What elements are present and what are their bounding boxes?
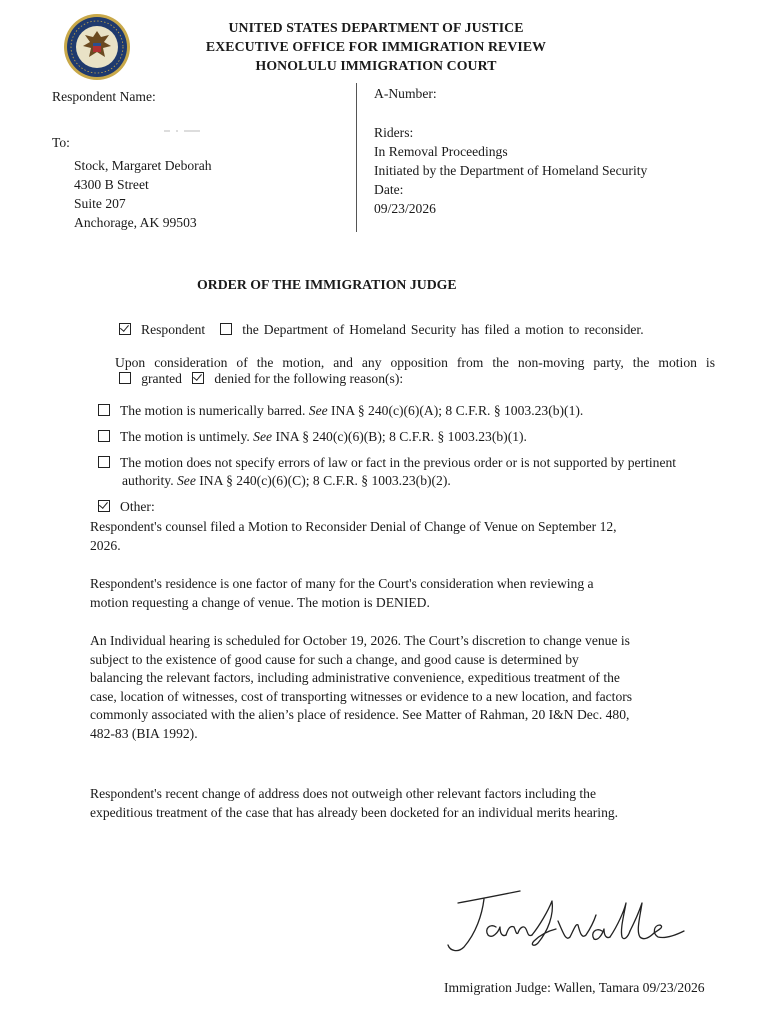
- see-signal: See: [253, 429, 273, 444]
- paragraph-line: commonly associated with the alien’s place of residence. See Matter of Rahman, 20 I&N Dec. 480,: [90, 707, 630, 722]
- reason-checkbox[interactable]: [98, 456, 110, 468]
- reason-text: The motion is untimely.: [120, 429, 250, 444]
- paragraph-line: balancing the relevant factors, including administrative convenience, expeditious treatment of the: [90, 670, 620, 685]
- reason-numerically-barred: [98, 402, 583, 421]
- respondent-checkbox[interactable]: [119, 323, 131, 335]
- dhs-checkbox[interactable]: [220, 323, 232, 335]
- reason-checkbox[interactable]: [98, 430, 110, 442]
- reason-untimely: [98, 428, 527, 447]
- denied-label: denied for the following reason(s):: [214, 371, 404, 386]
- motion-filer-line: [119, 321, 644, 340]
- reason-text-continued: authority.: [122, 473, 174, 488]
- granted-label: granted: [141, 371, 182, 386]
- column-divider: [356, 83, 357, 232]
- header-line-3: HONOLULU IMMIGRATION COURT: [255, 58, 497, 73]
- header-line-2: EXECUTIVE OFFICE FOR IMMIGRATION REVIEW: [205, 39, 547, 54]
- consideration-text: Upon consideration of the motion, and any opposition from the non-moving party, the motion is: [115, 355, 715, 370]
- reason-citation: INA § 240(c)(6)(B); 8 C.F.R. § 1003.23(b)(1).: [275, 429, 527, 444]
- date-value: 09/23/2026: [374, 201, 436, 216]
- reason-citation: INA § 240(c)(6)(A); 8 C.F.R. § 1003.23(b)(1).: [331, 403, 584, 418]
- paragraph-line: An Individual hearing is scheduled for October 19, 2026. The Court’s discretion to change venue is: [90, 633, 630, 648]
- address-line: Suite 207: [74, 196, 126, 211]
- paragraph-line: expeditious treatment of the case that has already been docketed for an individual merits hearing.: [90, 804, 619, 820]
- paragraph-line: motion requesting a change of venue. The motion is DENIED.: [90, 594, 430, 610]
- granted-checkbox[interactable]: [119, 372, 131, 384]
- dhs-option-label: the Department of Homeland Security has filed a motion to reconsider.: [242, 322, 644, 337]
- paragraph-line: Respondent's residence is one factor of many for the Court's consideration when reviewing a: [90, 576, 594, 591]
- case-info: [374, 123, 647, 218]
- redaction-mark: [162, 120, 202, 122]
- ruling-line: [119, 370, 403, 389]
- paragraph-line: case, location of witnesses, cost of transporting witnesses or evidence to a new location, and factors: [90, 688, 633, 704]
- reason-other: [98, 498, 155, 517]
- other-paragraph-4: [90, 785, 700, 822]
- denied-checkbox[interactable]: [192, 372, 204, 384]
- judge-name-date: Immigration Judge: Wallen, Tamara 09/23/2026: [444, 980, 705, 995]
- see-signal: See: [177, 473, 196, 488]
- judge-signature: [440, 885, 690, 965]
- recipient-address: [74, 156, 212, 232]
- other-paragraph-2: [90, 575, 690, 612]
- to-label: To:: [52, 135, 70, 150]
- paragraph-line: 482-83 (BIA 1992).: [90, 725, 198, 741]
- other-paragraph-3: [90, 632, 700, 743]
- other-paragraph-1: [90, 518, 690, 555]
- paragraph-line: subject to the existence of good cause for such a change, and good cause is determined by: [90, 651, 579, 667]
- paragraph-line: Respondent's recent change of address does not outweigh other relevant factors including the: [90, 786, 597, 801]
- reason-continuation: [122, 472, 451, 491]
- respondent-option-label: Respondent: [141, 322, 206, 337]
- other-label: Other:: [120, 499, 155, 514]
- reason-text: The motion does not specify errors of law or fact in the previous order or is not supported by pertinent: [120, 455, 677, 470]
- reason-text: The motion is numerically barred.: [120, 403, 306, 418]
- header-line-1: UNITED STATES DEPARTMENT OF JUSTICE: [228, 20, 524, 35]
- doj-seal-icon: [63, 13, 131, 81]
- court-header: [150, 18, 602, 75]
- address-line: Anchorage, AK 99503: [74, 215, 197, 230]
- initiated-by: Initiated by the Department of Homeland Security: [374, 163, 648, 178]
- reason-checkbox[interactable]: [98, 404, 110, 416]
- date-label: Date:: [374, 182, 404, 197]
- address-line: Stock, Margaret Deborah: [74, 158, 212, 173]
- reason-no-errors-specified: [98, 454, 676, 473]
- paragraph-line: 2026.: [90, 537, 121, 553]
- paragraph-line: Respondent's counsel filed a Motion to Reconsider Denial of Change of Venue on September 12,: [90, 519, 617, 534]
- a-number-label: A-Number:: [374, 86, 437, 101]
- see-signal: See: [308, 403, 328, 418]
- reason-citation: INA § 240(c)(6)(C); 8 C.F.R. § 1003.23(b)(2).: [199, 473, 451, 488]
- order-title: ORDER OF THE IMMIGRATION JUDGE: [197, 277, 457, 292]
- proceedings-type: In Removal Proceedings: [374, 144, 508, 159]
- respondent-name-label: Respondent Name:: [52, 89, 156, 104]
- other-checkbox[interactable]: [98, 500, 110, 512]
- riders-label: Riders:: [374, 125, 414, 140]
- address-line: 4300 B Street: [74, 177, 149, 192]
